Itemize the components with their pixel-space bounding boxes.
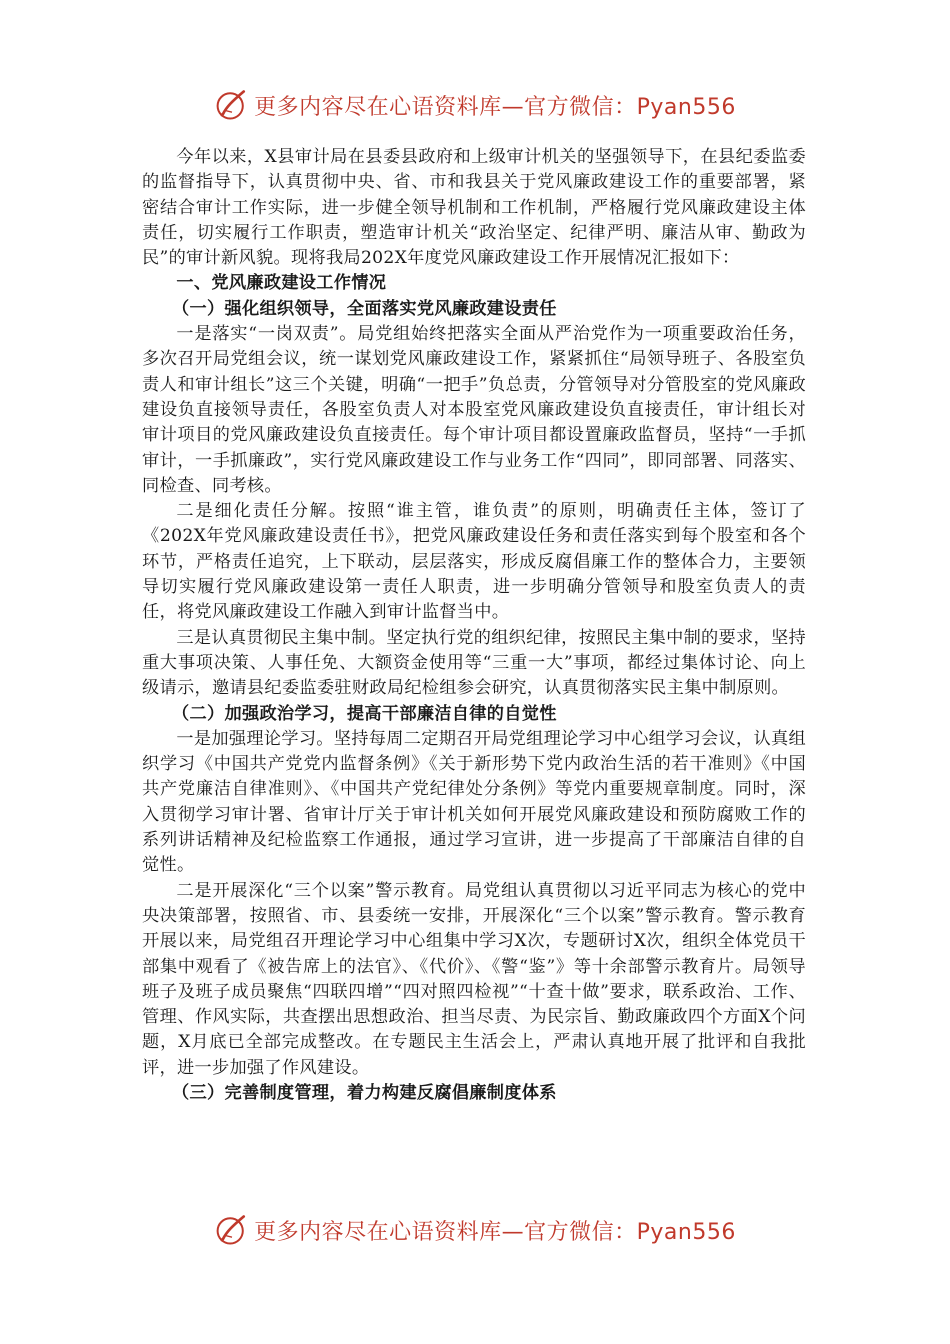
subsection-heading: （二）加强政治学习，提高干部廉洁自律的自觉性 [172,703,557,724]
paragraph: 一是加强理论学习。坚持每周二定期召开局党组理论学习中心组学习会议，认真组织学习《中国共产党党内监督条例》《关于新形势下党内政治生活的若干准则》《中国共产党廉洁自律准则》、《中国共产党纪律处分条例》等党内重要规章制度。同时，深入贯彻学习审计署、省审计厅关于审计机关如何开展党风廉政建设和预防腐败工作的系列讲话精神及纪检监察工作通报，通过学习宣讲，进一步提高了干部廉洁自律的自觉性。 [142,728,806,876]
header-banner [0,85,950,125]
paragraph: 二是细化责任分解。按照“谁主管，谁负责”的原则，明确责任主体，签订了《202X年党风廉政建设责任书》，把党风廉政建设任务和责任落实到每个股室和各个环节，严格责任追究，上下联动，层层落实，形成反腐倡廉工作的整体合力，主要领导切实履行党风廉政建设第一责任人职责，进一步明确分管领导和股室负责人的责任，将党风廉政建设工作融入到审计监督当中。 [142,501,806,623]
pen-logo-icon [214,87,250,123]
section-heading: 一、党风廉政建设工作情况 [176,273,387,294]
subsection-heading: （三）完善制度管理，着力构建反腐倡廉制度体系 [172,1082,557,1103]
subsection-heading: （一）强化组织领导，全面落实党风廉政建设责任 [172,298,557,319]
banner-text: 更多内容尽在心语资料库—官方微信：Pyan556 [254,94,736,120]
paragraph: 二是开展深化“三个以案”警示教育。局党组认真贯彻以习近平同志为核心的党中央决策部署，按照省、市、县委统一安排，开展深化“三个以案”警示教育。警示教育开展以来，局党组召开理论学习中心组集中学习X次，专题研讨X次，组织全体党员干部集中观看了《被告席上的法官》、《代价》、《警“鉴”》等十余部警示教育片。局领导班子及班子成员聚焦“四联四增”“四对照四检视”“十查十做”要求，联系政治、工作、管理、作风实际，共查摆出思想政治、担当尽责、为民宗旨、勤政廉政四个方面X个问题，X月底已全部完成整改。在专题民主生活会上，严肃认真地开展了批评和自我批评，进一步加强了作风建设。 [142,880,806,1078]
intro-paragraph: 今年以来，X县审计局在县委县政府和上级审计机关的坚强领导下，在县纪委监委的监督指导下，认真贯彻中央、省、市和我县关于党风廉政建设工作的重要部署，紧密结合审计工作实际，进一步健全领导机制和工作机制，严格履行党风廉政建设主体责任，切实履行工作职责，塑造审计机关“政治坚定、纪律严明、廉洁从审、勤政为民”的审计新风貌。现将我局202X年度党风廉政建设工作开展情况汇报如下： [142,147,806,269]
banner-text: 更多内容尽在心语资料库—官方微信：Pyan556 [254,1219,736,1245]
document-body [142,145,806,1106]
paragraph: 一是落实“一岗双责”。局党组始终把落实全面从严治党作为一项重要政治任务，多次召开局党组会议，统一谋划党风廉政建设工作，紧紧抓住“局领导班子、各股室负责人和审计组长”这三个关键，明确“一把手”负总责，分管领导对分管股室的党风廉政建设负直接领导责任，各股室负责人对本股室党风廉政建设负直接责任，审计组长对审计项目的党风廉政建设负直接责任。每个审计项目都设置廉政监督员，坚持“一手抓审计，一手抓廉政”，实行党风廉政建设工作与业务工作“四同”，即同部署、同落实、同检查、同考核。 [142,324,806,496]
paragraph: 三是认真贯彻民主集中制。坚定执行党的组织纪律，按照民主集中制的要求，坚持重大事项决策、人事任免、大额资金使用等“三重一大”事项，都经过集体讨论、向上级请示，邀请县纪委监委驻财政局纪检组参会研究，认真贯彻落实民主集中制原则。 [142,627,806,699]
pen-logo-icon [214,1212,250,1248]
footer-banner [0,1210,950,1250]
